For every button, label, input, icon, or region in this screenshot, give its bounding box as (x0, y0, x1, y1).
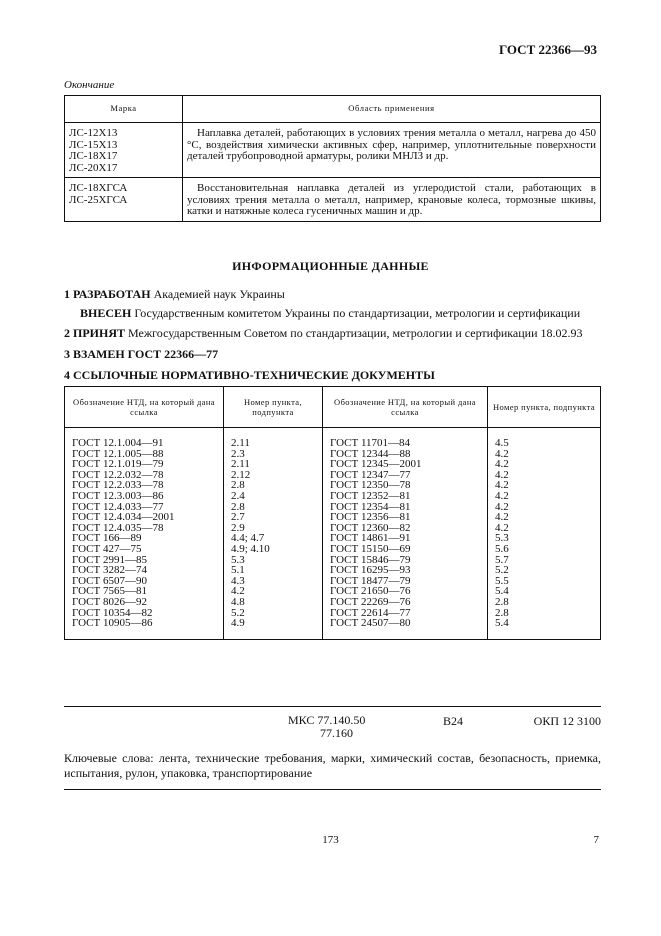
document-ref: ГОСТ 3282—74 (65, 565, 224, 576)
application-text: Наплавка деталей, работающих в условиях трения металла о металл, нагрева до 450 °С, воздействия химически активных сфер, например, уплотнительные поверхности деталей трубопроводной арматуры, ролики МНЛЗ и др. (187, 127, 596, 162)
clause-ref: 5.4 (488, 618, 601, 639)
references-table-body (65, 428, 601, 640)
document-ref: ГОСТ 21650—76 (323, 586, 488, 597)
table-row (65, 123, 601, 178)
item-head: ВНЕСЕН (80, 306, 132, 320)
document-ref: ГОСТ 12.1.019—79 (65, 459, 224, 470)
grade-name: ЛС-15Х13 (69, 138, 118, 151)
grade-name: ЛС-25ХГСА (69, 193, 128, 206)
mks-line: МКС 77.140.50 (288, 713, 366, 727)
clause-ref: 4.2 (488, 512, 601, 523)
divider (64, 706, 601, 707)
clause-ref: 5.3 (224, 555, 323, 566)
document-ref: ГОСТ 427—75 (65, 544, 224, 555)
clause-ref: 5.2 (488, 565, 601, 576)
table-row (65, 618, 601, 639)
page-number-right: 7 (593, 834, 599, 846)
document-ref: ГОСТ 166—89 (65, 533, 224, 544)
clause-ref: 2.8 (224, 480, 323, 491)
column-header-document: Обозначение НТД, на который дана ссылка (65, 387, 224, 428)
document-ref: ГОСТ 18477—79 (323, 576, 488, 587)
document-ref: ГОСТ 22614—77 (323, 608, 488, 619)
clause-ref: 4.2 (488, 459, 601, 470)
grade-name: ЛС-18Х17 (69, 150, 118, 162)
document-ref: ГОСТ 12.1.004—91 (65, 428, 224, 449)
mks-line: 77.160 (320, 726, 353, 740)
grade-name: ЛС-20Х17 (69, 161, 118, 174)
table-row (65, 544, 601, 555)
grade-cell (65, 123, 183, 178)
clause-ref: 5.2 (224, 608, 323, 619)
document-ref: ГОСТ 10354—82 (65, 608, 224, 619)
column-header-application: Область применения (183, 96, 601, 123)
clause-ref: 4.2 (488, 523, 601, 534)
references-table (64, 386, 601, 640)
clause-ref: 4.3 (224, 576, 323, 587)
document-ref: ГОСТ 12360—82 (323, 523, 488, 534)
clause-ref: 4.9 (224, 618, 323, 639)
info-item-replaces (64, 347, 218, 362)
document-ref: ГОСТ 12.4.034—2001 (65, 512, 224, 523)
item-number: 4 (64, 368, 70, 382)
item-text: Академией наук Украины (153, 287, 285, 301)
info-item-adopted (64, 326, 583, 341)
clause-ref: 2.11 (224, 428, 323, 449)
grades-application-table (64, 95, 601, 222)
table-row (65, 597, 601, 608)
document-ref: ГОСТ 12.2.032—78 (65, 470, 224, 481)
clause-ref: 2.4 (224, 491, 323, 502)
grade-name: ЛС-12Х13 (69, 127, 118, 139)
clause-ref: 4.9; 4.10 (224, 544, 323, 555)
table-row (65, 428, 601, 449)
column-header-clause: Номер пункта, подпункта (488, 387, 601, 428)
clause-ref: 4.2 (488, 470, 601, 481)
clause-ref: 4.2 (488, 491, 601, 502)
document-ref: ГОСТ 11701—84 (323, 428, 488, 449)
mks-code (288, 714, 365, 740)
clause-ref: 4.2 (488, 449, 601, 460)
document-ref: ГОСТ 6507—90 (65, 576, 224, 587)
table-row (65, 491, 601, 502)
item-number: 1 (64, 287, 70, 301)
clause-ref: 2.9 (224, 523, 323, 534)
application-cell (183, 123, 601, 178)
info-item-introduced (80, 306, 580, 321)
clause-ref: 2.12 (224, 470, 323, 481)
grade-cell (65, 178, 183, 222)
document-ref: ГОСТ 12352—81 (323, 491, 488, 502)
clause-ref: 2.8 (488, 608, 601, 619)
clause-ref: 4.2 (488, 480, 601, 491)
document-ref: ГОСТ 7565—81 (65, 586, 224, 597)
clause-ref: 4.5 (488, 428, 601, 449)
clause-ref: 5.4 (488, 586, 601, 597)
classification-code: В24 (443, 714, 464, 728)
document-ref: ГОСТ 12.3.003—86 (65, 491, 224, 502)
application-cell (183, 178, 601, 222)
document-ref: ГОСТ 12.1.005—88 (65, 449, 224, 460)
column-header-clause: Номер пункта, подпункта (224, 387, 323, 428)
clause-ref: 4.8 (224, 597, 323, 608)
item-head: ВЗАМЕН ГОСТ 22366—77 (73, 347, 219, 361)
item-head: ПРИНЯТ (73, 326, 126, 340)
document-ref: ГОСТ 12350—78 (323, 480, 488, 491)
clause-ref: 4.2 (224, 586, 323, 597)
item-text: Межгосударственным Советом по стандартизации, метрологии и сертификации 18.02.93 (128, 326, 583, 340)
clause-ref: 5.1 (224, 565, 323, 576)
clause-ref: 2.3 (224, 449, 323, 460)
clause-ref: 5.3 (488, 533, 601, 544)
info-section-title: ИНФОРМАЦИОННЫЕ ДАННЫЕ (232, 259, 429, 273)
document-ref: ГОСТ 8026—92 (65, 597, 224, 608)
page-number: 173 (322, 834, 339, 846)
column-header-document: Обозначение НТД, на который дана ссылка (323, 387, 488, 428)
item-number: 3 (64, 347, 70, 361)
keywords: Ключевые слова: лента, технические требования, марки, химический состав, безопасность, приемка, испытания, рулон, упаковка, транспортирование (64, 751, 601, 780)
document-ref: ГОСТ 12.4.033—77 (65, 502, 224, 513)
document-ref: ГОСТ 15846—79 (323, 555, 488, 566)
clause-ref: 4.4; 4.7 (224, 533, 323, 544)
document-ref: ГОСТ 14861—91 (323, 533, 488, 544)
document-ref: ГОСТ 15150—69 (323, 544, 488, 555)
clause-ref: 5.5 (488, 576, 601, 587)
table-row (65, 178, 601, 222)
info-item-references (64, 368, 435, 383)
clause-ref: 5.6 (488, 544, 601, 555)
application-text: Восстановительная наплавка деталей из углеродистой стали, работающих в условиях трения металла о металл, например, крановые колеса, тормозные шкивы, катки и натяжные колеса гусеничных машин и др. (187, 182, 596, 217)
grade-name: ЛС-18ХГСА (69, 182, 128, 194)
column-header-grade: Марка (65, 96, 183, 123)
document-ref: ГОСТ 2991—85 (65, 555, 224, 566)
document-ref: ГОСТ 12.2.033—78 (65, 480, 224, 491)
okp-code: ОКП 12 3100 (533, 714, 601, 728)
info-item-developed (64, 287, 285, 302)
item-head: ССЫЛОЧНЫЕ НОРМАТИВНО-ТЕХНИЧЕСКИЕ ДОКУМЕНТЫ (73, 368, 435, 382)
document-ref: ГОСТ 12347—77 (323, 470, 488, 481)
document-ref: ГОСТ 10905—86 (65, 618, 224, 639)
continuation-label: Окончание (64, 79, 115, 91)
clause-ref: 2.8 (488, 597, 601, 608)
document-ref: ГОСТ 12.4.035—78 (65, 523, 224, 534)
divider (64, 789, 601, 790)
document-ref: ГОСТ 12344—88 (323, 449, 488, 460)
document-ref: ГОСТ 24507—80 (323, 618, 488, 639)
clause-ref: 2.7 (224, 512, 323, 523)
item-number: 2 (64, 326, 70, 340)
document-ref: ГОСТ 12345—2001 (323, 459, 488, 470)
document-ref: ГОСТ 16295—93 (323, 565, 488, 576)
document-ref: ГОСТ 12354—81 (323, 502, 488, 513)
clause-ref: 2.8 (224, 502, 323, 513)
item-text: Государственным комитетом Украины по стандартизации, метрологии и сертификации (134, 306, 581, 320)
clause-ref: 2.11 (224, 459, 323, 470)
document-ref: ГОСТ 12356—81 (323, 512, 488, 523)
document-ref: ГОСТ 22269—76 (323, 597, 488, 608)
clause-ref: 5.7 (488, 555, 601, 566)
clause-ref: 4.2 (488, 502, 601, 513)
item-head: РАЗРАБОТАН (73, 287, 151, 301)
standard-header: ГОСТ 22366—93 (498, 42, 597, 57)
